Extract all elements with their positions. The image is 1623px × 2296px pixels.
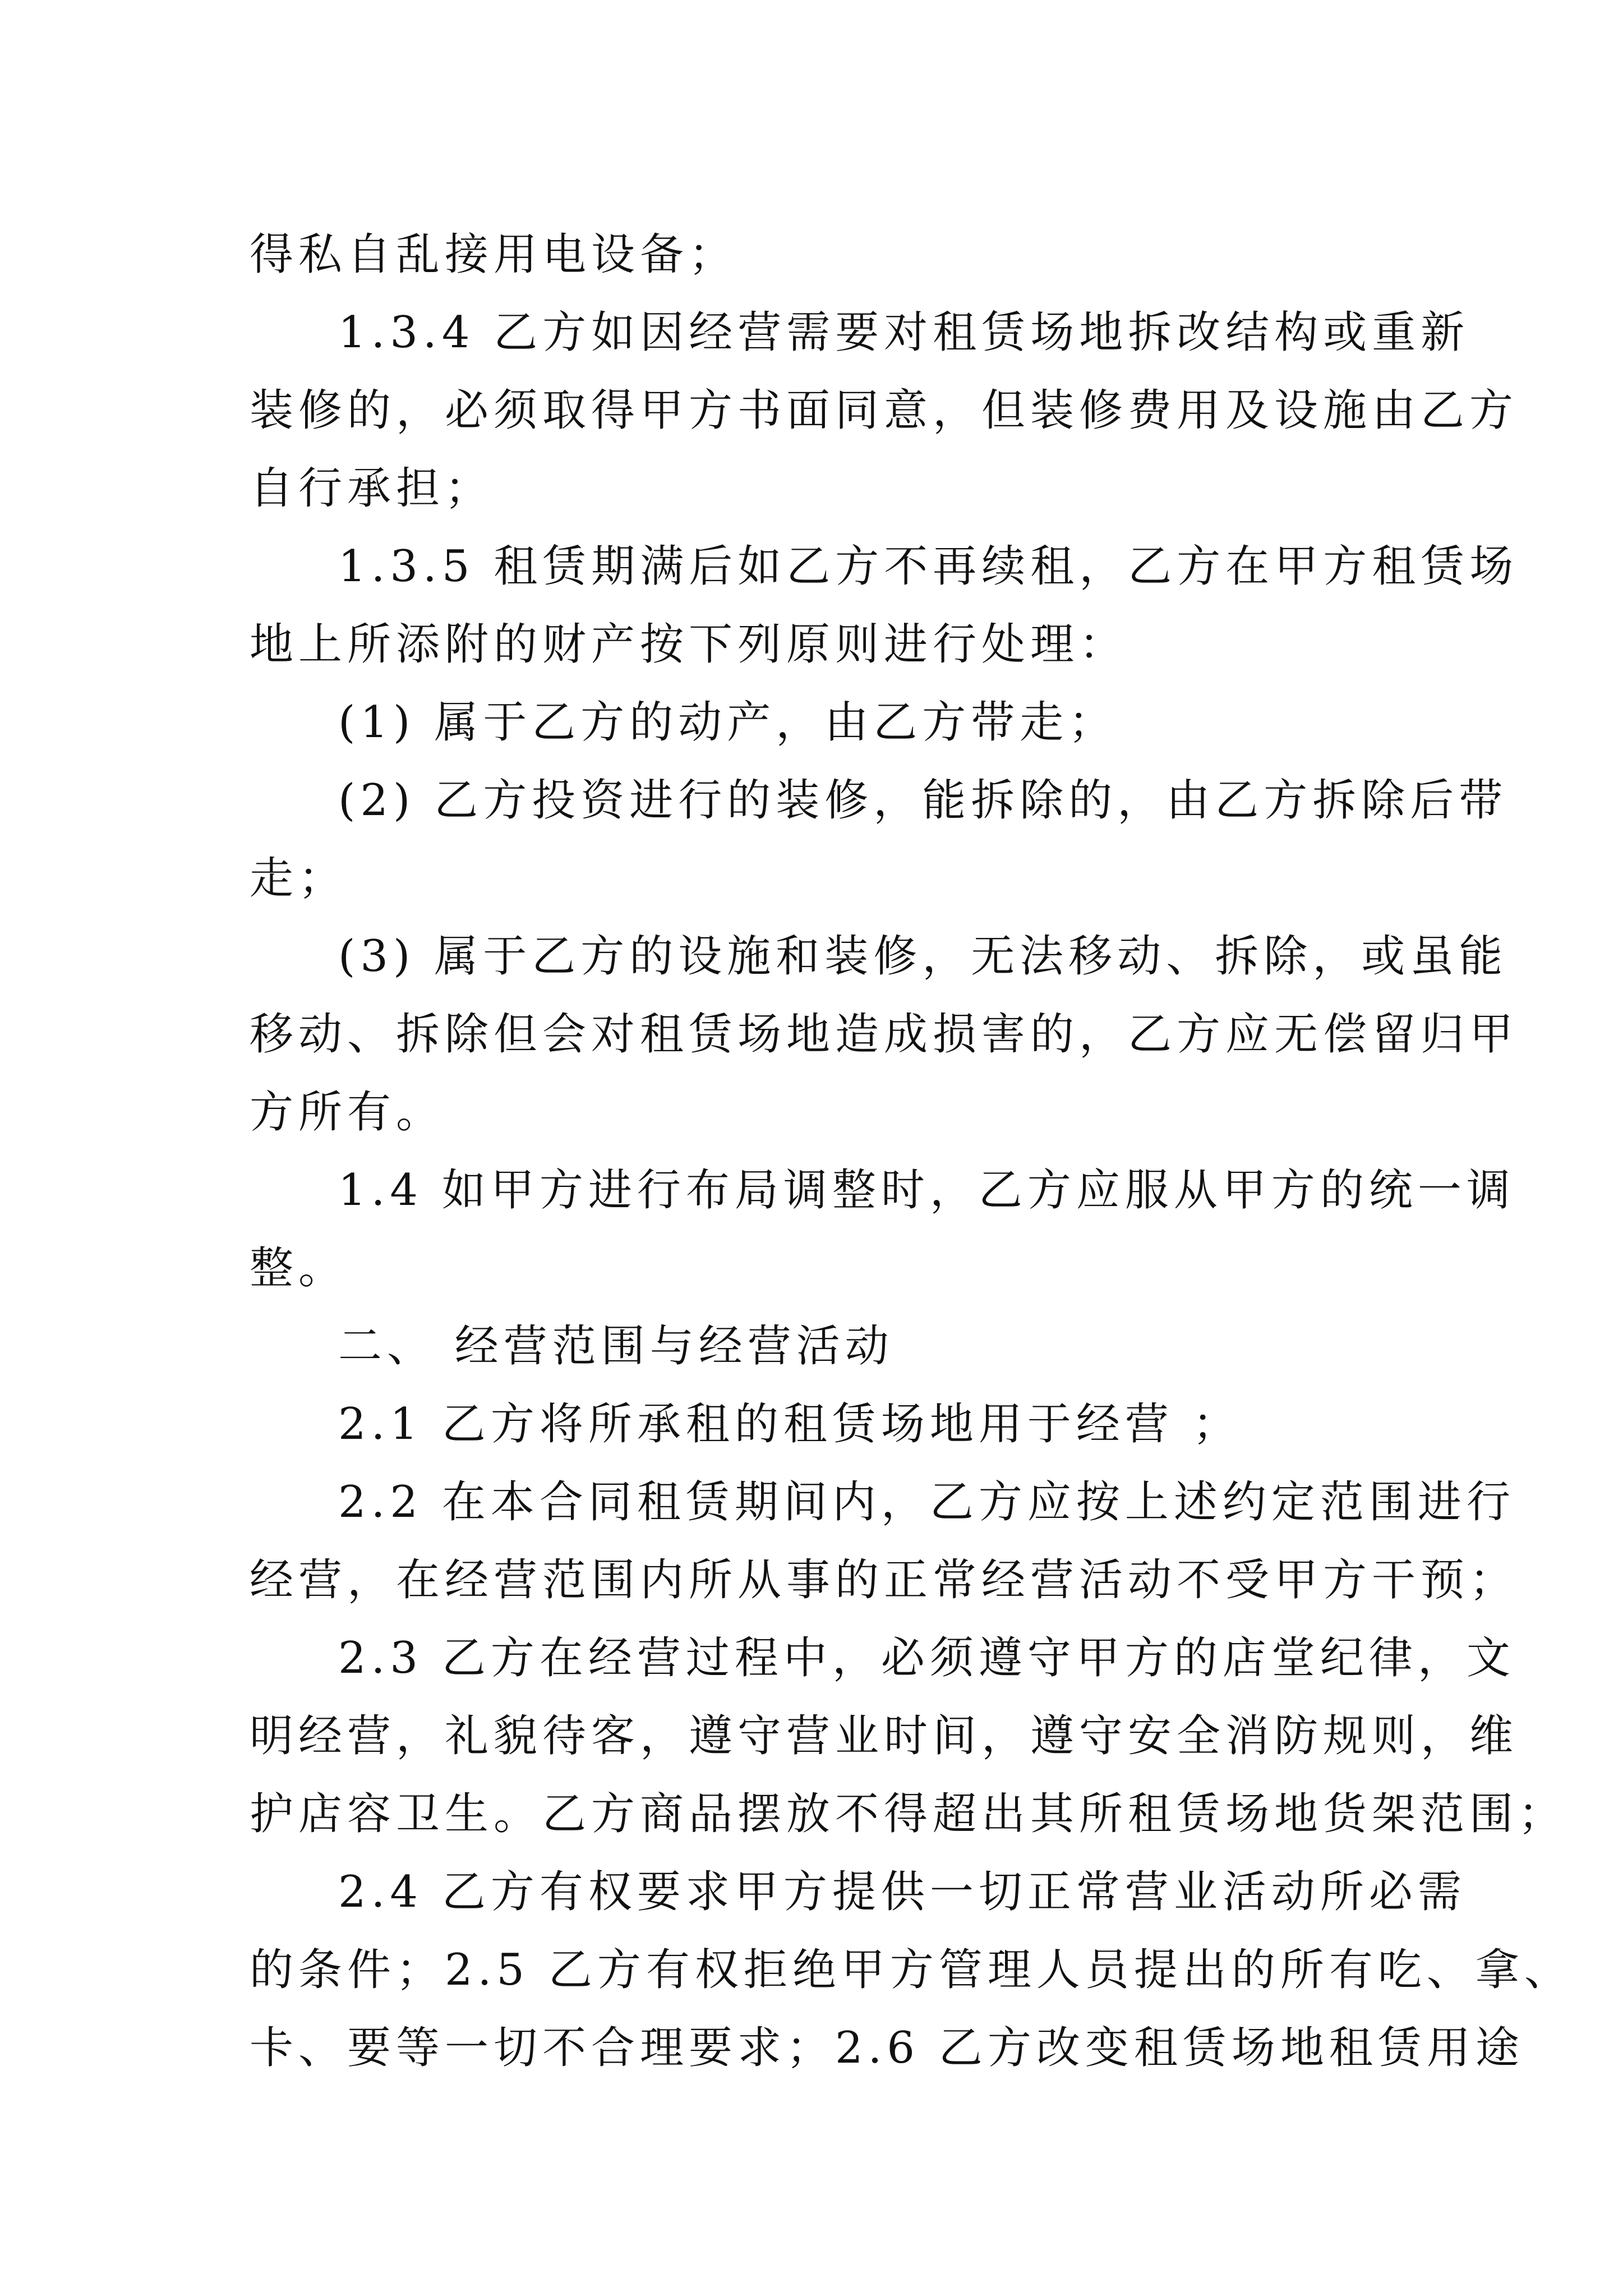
text-line: 移动、拆除但会对租赁场地造成损害的，乙方应无偿留归甲 bbox=[250, 1009, 1519, 1060]
item-3: (3) 属于乙方的设施和装修，无法移动、拆除，或虽能 bbox=[338, 931, 1508, 982]
clause-1-3-4: 1.3.4 乙方如因经营需要对租赁场地拆改结构或重新 bbox=[338, 307, 1470, 358]
clause-1-3-5: 1.3.5 租赁期满后如乙方不再续租，乙方在甲方租赁场 bbox=[338, 541, 1519, 592]
clause-2-4: 2.4 乙方有权要求甲方提供一切正常营业活动所必需 bbox=[338, 1867, 1467, 1917]
text-line: 整。 bbox=[250, 1243, 348, 1294]
text-line: 方所有。 bbox=[250, 1087, 445, 1138]
text-line: 护店容卫生。乙方商品摆放不得超出其所租赁场地货架范围； bbox=[250, 1789, 1567, 1839]
text-line: 地上所添附的财产按下列原则进行处理： bbox=[250, 619, 1128, 670]
text-line: 走； bbox=[250, 853, 348, 904]
text-line: 经营，在经营范围内所从事的正常经营活动不受甲方干预； bbox=[250, 1555, 1519, 1605]
text-line: 的条件；2.5 乙方有权拒绝甲方管理人员提出的所有吃、拿、 bbox=[250, 1945, 1573, 1995]
item-2: (2) 乙方投资进行的装修，能拆除的，由乙方拆除后带 bbox=[338, 775, 1508, 826]
clause-2-2: 2.2 在本合同租赁期间内，乙方应按上述约定范围进行 bbox=[338, 1477, 1515, 1527]
clause-2-3: 2.3 乙方在经营过程中，必须遵守甲方的店堂纪律，文 bbox=[338, 1633, 1515, 1683]
text-line: 自行承担； bbox=[250, 463, 494, 514]
clause-1-4: 1.4 如甲方进行布局调整时，乙方应服从甲方的统一调 bbox=[338, 1165, 1515, 1216]
clause-2-1: 2.1 乙方将所承租的租赁场地用于经营 ； bbox=[338, 1399, 1242, 1450]
contract-text bbox=[250, 216, 1573, 2087]
section-heading: 二、 经营范围与经营活动 bbox=[338, 1321, 894, 1372]
text-line: 卡、要等一切不合理要求；2.6 乙方改变租赁场地租赁用途 bbox=[250, 2023, 1524, 2073]
text-line: 得私自乱接用电设备； bbox=[250, 229, 738, 280]
item-1: (1) 属于乙方的动产，由乙方带走； bbox=[338, 697, 1118, 748]
text-line: 装修的，必须取得甲方书面同意，但装修费用及设施由乙方 bbox=[250, 385, 1519, 436]
text-line: 明经营，礼貌待客，遵守营业时间，遵守安全消防规则，维 bbox=[250, 1711, 1519, 1761]
